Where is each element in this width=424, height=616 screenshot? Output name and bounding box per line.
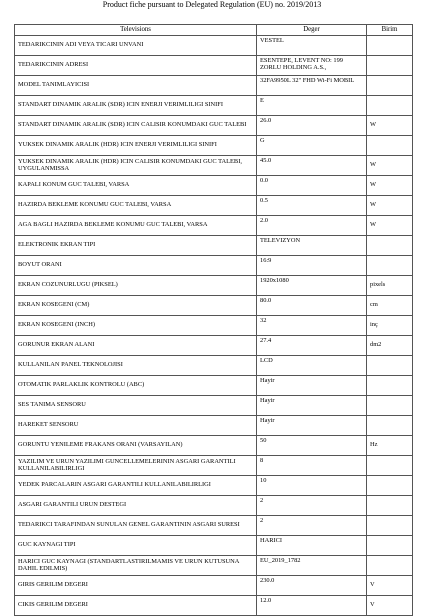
- row-value: 8: [257, 456, 367, 476]
- table-row: [15, 96, 413, 116]
- row-value: VESTEL: [257, 36, 367, 56]
- row-value: 50: [257, 436, 367, 456]
- row-label: HAZIRDA BEKLEME KONUMU GUC TALEBI, VARSA: [15, 196, 257, 216]
- row-label: YUKSEK DINAMIK ARALIK (HDR) ICIN CALISIR KONUMDAKI GUC TALEBI, UYGULANMISSA: [15, 156, 257, 176]
- row-unit: [367, 476, 413, 496]
- table-row: [15, 556, 413, 576]
- row-label: ASGARI GARANTILI URUN DESTEGI: [15, 496, 257, 516]
- row-unit: W: [367, 196, 413, 216]
- row-value: 80.0: [257, 296, 367, 316]
- table-row: [15, 216, 413, 236]
- table-row: [15, 76, 413, 96]
- row-value: EU_2019_1782: [257, 556, 367, 576]
- row-unit: pixels: [367, 276, 413, 296]
- table-row: [15, 156, 413, 176]
- row-unit: V: [367, 596, 413, 616]
- row-value: 45.0: [257, 156, 367, 176]
- row-label: GORUNTU YENILEME FRAKANS ORANI (VARSAYILAN): [15, 436, 257, 456]
- row-unit: [367, 76, 413, 96]
- row-unit: [367, 236, 413, 256]
- row-unit: [367, 256, 413, 276]
- row-label: YUKSEK DINAMIK ARALIK (HDR) ICIN ENERJI VERIMLILIGI SINIFI: [15, 136, 257, 156]
- row-unit: [367, 56, 413, 76]
- row-value: 2.0: [257, 216, 367, 236]
- table-row: [15, 596, 413, 616]
- table-header-row: [15, 25, 413, 36]
- row-label: BOYUT ORANI: [15, 256, 257, 276]
- row-label: GORUNUR EKRAN ALANI: [15, 336, 257, 356]
- table-row: [15, 416, 413, 436]
- row-unit: [367, 36, 413, 56]
- row-unit: [367, 516, 413, 536]
- table-row: [15, 176, 413, 196]
- row-label: EKRAN COZUNURLUGU (PIKSEL): [15, 276, 257, 296]
- row-unit: [367, 496, 413, 516]
- row-label: GUC KAYNAGI TIPI: [15, 536, 257, 556]
- row-label: AGA BAGLI HAZIRDA BEKLEME KONUMU GUC TALEBI, VARSA: [15, 216, 257, 236]
- row-unit: [367, 536, 413, 556]
- row-unit: [367, 456, 413, 476]
- row-value: 26.0: [257, 116, 367, 136]
- row-label: STANDART DINAMIK ARALIK (SDR) ICIN ENERJI VERIMLILIGI SINIFI: [15, 96, 257, 116]
- row-value: 2: [257, 496, 367, 516]
- row-label: EKRAN KOSEGENI (CM): [15, 296, 257, 316]
- row-label: OTOMATIK PARLAKLIK KONTROLU (ABC): [15, 376, 257, 396]
- row-value: E: [257, 96, 367, 116]
- row-value: 0.5: [257, 196, 367, 216]
- row-value: Hayir: [257, 396, 367, 416]
- row-unit: dm2: [367, 336, 413, 356]
- row-label: HAREKET SENSORU: [15, 416, 257, 436]
- table-row: [15, 116, 413, 136]
- header-value: Deger: [257, 25, 367, 36]
- row-value: Hayir: [257, 376, 367, 396]
- table-row: [15, 456, 413, 476]
- row-value: 12.0: [257, 596, 367, 616]
- row-unit: Hz: [367, 436, 413, 456]
- row-label: GIRIS GERILIM DEGERI: [15, 576, 257, 596]
- row-unit: [367, 356, 413, 376]
- header-televisions: Televisions: [15, 25, 257, 36]
- row-value: 0.0: [257, 176, 367, 196]
- row-value: 10: [257, 476, 367, 496]
- row-label: YEDEK PARCALARIN ASGARI GARANTILI KULLANILABILIRLIGI: [15, 476, 257, 496]
- row-value: 2: [257, 516, 367, 536]
- row-unit: [367, 376, 413, 396]
- table-row: [15, 316, 413, 336]
- row-unit: [367, 556, 413, 576]
- document-title: Product fiche pursuant to Delegated Regulation (EU) no. 2019/2013: [102, 0, 322, 9]
- table-row: [15, 336, 413, 356]
- row-label: CIKIS GERILIM DEGERI: [15, 596, 257, 616]
- row-label: TEDARIKCI TARAFINDAN SUNULAN GENEL GARANTININ ASGARI SURESI: [15, 516, 257, 536]
- row-unit: W: [367, 176, 413, 196]
- table-row: [15, 376, 413, 396]
- row-label: HARICI GUC KAYNAGI (STANDARTLASTIRILMAMIS VE URUN KUTUSUNA DAHIL EDILMIS): [15, 556, 257, 576]
- table-body: [15, 36, 413, 616]
- row-value: 230.0: [257, 576, 367, 596]
- table-row: [15, 536, 413, 556]
- row-value: 1920x1080: [257, 276, 367, 296]
- row-unit: W: [367, 116, 413, 136]
- row-label: MODEL TANIMLAYICISI: [15, 76, 257, 96]
- table-row: [15, 236, 413, 256]
- table-row: [15, 396, 413, 416]
- row-unit: W: [367, 156, 413, 176]
- row-label: SES TANIMA SENSORU: [15, 396, 257, 416]
- row-value: Hayir: [257, 416, 367, 436]
- table-row: [15, 276, 413, 296]
- row-unit: [367, 136, 413, 156]
- table-row: [15, 36, 413, 56]
- table-row: [15, 576, 413, 596]
- table-row: [15, 496, 413, 516]
- row-value: 16:9: [257, 256, 367, 276]
- table-row: [15, 56, 413, 76]
- table-row: [15, 136, 413, 156]
- row-value: 27.4: [257, 336, 367, 356]
- row-label: ELEKTRONIK EKRAN TIPI: [15, 236, 257, 256]
- row-unit: W: [367, 216, 413, 236]
- row-label: EKRAN KOSEGENI (INCH): [15, 316, 257, 336]
- table-row: [15, 476, 413, 496]
- row-value: G: [257, 136, 367, 156]
- row-value: HARICI: [257, 536, 367, 556]
- row-value: 32FA9950L 32" FHD Wi-Fi MOBIL: [257, 76, 367, 96]
- row-label: TEDARIKCININ ADI VEYA TICARI UNVANI: [15, 36, 257, 56]
- table-row: [15, 256, 413, 276]
- product-fiche-table: [14, 24, 413, 616]
- row-unit: [367, 396, 413, 416]
- row-unit: V: [367, 576, 413, 596]
- header-unit: Birim: [367, 25, 413, 36]
- row-label: YAZILIM VE URUN YAZILIMI GUNCELLEMELERININ ASGARI GARANTILI KULLANILABILIRLIGI: [15, 456, 257, 476]
- row-unit: inç: [367, 316, 413, 336]
- row-label: STANDART DINAMIK ARALIK (SDR) ICIN CALISIR KONUMDAKI GUC TALEBI: [15, 116, 257, 136]
- row-unit: [367, 96, 413, 116]
- row-label: TEDARIKCININ ADRESI: [15, 56, 257, 76]
- row-unit: cm: [367, 296, 413, 316]
- table-row: [15, 296, 413, 316]
- table-row: [15, 356, 413, 376]
- row-value: ESENTEPE, LEVENT NO: 199 ZORLU HOLDING A.S.,: [257, 56, 367, 76]
- table-row: [15, 436, 413, 456]
- row-label: KULLANILAN PANEL TEKNOLOJISI: [15, 356, 257, 376]
- table-row: [15, 196, 413, 216]
- row-label: KAPALI KONUM GUC TALEBI, VARSA: [15, 176, 257, 196]
- row-value: LCD: [257, 356, 367, 376]
- table-row: [15, 516, 413, 536]
- row-value: TELEVIZYON: [257, 236, 367, 256]
- row-unit: [367, 416, 413, 436]
- row-value: 32: [257, 316, 367, 336]
